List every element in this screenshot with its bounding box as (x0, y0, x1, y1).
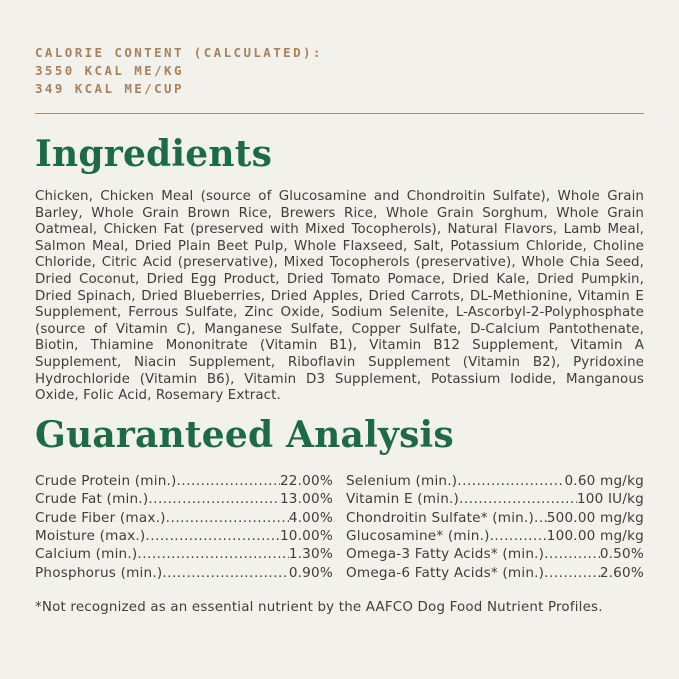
nutrient-value: 1.30% (288, 546, 333, 563)
dot-leader (544, 565, 600, 581)
nutrient-value: 100.00 mg/kg (546, 527, 644, 544)
calorie-content-title: CALORIE CONTENT (CALCULATED): (35, 45, 323, 60)
table-row (35, 546, 333, 564)
nutrient-label: Omega-6 Fatty Acids* (min.) (346, 564, 545, 581)
nutrient-label: Vitamin E (min.) (346, 491, 460, 508)
nutrient-label: Glucosamine* (min.) (346, 527, 490, 544)
table-row (346, 565, 644, 583)
nutrient-value: 100 IU/kg (576, 491, 644, 508)
guaranteed-analysis-table (35, 473, 644, 583)
table-row (346, 546, 644, 564)
calorie-per-kg: 3550 KCAL ME/KG (35, 63, 184, 78)
nutrient-value: 2.60% (599, 564, 644, 581)
dot-leader (166, 510, 289, 526)
nutrient-value: 0.90% (288, 564, 333, 581)
dot-leader (145, 528, 280, 544)
nutrient-value: 4.00% (288, 509, 333, 526)
nutrient-value: 10.00% (279, 527, 333, 544)
aafco-footnote: *Not recognized as an essential nutrient by the AAFCO Dog Food Nutrient Profiles. (35, 600, 603, 616)
nutrient-value: 22.00% (279, 472, 333, 489)
nutrient-value: 13.00% (279, 491, 333, 508)
nutrient-label: Moisture (max.) (35, 527, 146, 544)
nutrient-value: 0.50% (599, 546, 644, 563)
nutrient-label: Crude Fiber (max.) (35, 509, 166, 526)
guaranteed-analysis-heading: Guaranteed Analysis (35, 413, 454, 456)
nutrient-value: 500.00 mg/kg (546, 509, 644, 526)
nutrient-label: Calcium (min.) (35, 546, 138, 563)
nutrient-value: 0.60 mg/kg (564, 472, 644, 489)
table-row (35, 510, 333, 528)
nutrient-label: Chondroitin Sulfate* (min.) (346, 509, 535, 526)
table-row (35, 528, 333, 546)
dot-leader (544, 546, 600, 562)
calorie-per-cup: 349 KCAL ME/CUP (35, 81, 184, 96)
dot-leader (459, 491, 577, 507)
ingredients-heading: Ingredients (35, 133, 273, 175)
table-row (35, 565, 333, 583)
nutrient-label: Crude Protein (min.) (35, 472, 177, 489)
dot-leader (137, 546, 288, 562)
ingredients-paragraph: Chicken, Chicken Meal (source of Glucosamine and Chondroitin Sulfate), Whole Grain Barley, Whole Grain Brown Rice, Brewers Rice, Whole Grain Sorghum, Whole Grain Oatmeal, Chicken Fat (preserved with Mixed Tocopherols), Natural Flavors, Lamb Meal, Salmon Meal, Dried Plain Beet Pulp, Whole Flaxseed, Salt, Potassium Chloride, Choline Chloride, Citric Acid (preservative), Mixed Tocopherols (preservative), Whole Chia Seed, Dried Coconut, Dried Egg Product, Dried Tomato Pomace, Dried Kale, Dried Pumpkin, Dried Spinach, Dried Blueberries, Dried Apples, Dried Carrots, DL-Methionine, Vitamin E Supplement, Ferrous Sulfate, Zinc Oxide, Sodium Selenite, L-Ascorbyl-2-Polyphosphate (source of Vitamin C), Manganese Sulfate, Copper Sulfate, D-Calcium Pantothenate, Biotin, Thiamine Mononitrate (Vitamin B1), Vitamin B12 Supplement, Vitamin A Supplement, Niacin Supplement, Riboflavin Supplement (Vitamin B2), Pyridoxine Hydrochloride (Vitamin B6), Vitamin D3 Supplement, Potassium Iodide, Manganous Oxide, Folic Acid, Rosemary Extract. (35, 189, 644, 404)
nutrient-label: Crude Fat (min.) (35, 491, 149, 508)
table-row (346, 473, 644, 491)
calorie-content-block (35, 44, 644, 98)
dot-leader (490, 528, 547, 544)
nutrient-label: Selenium (min.) (346, 472, 458, 489)
nutrient-label: Omega-3 Fatty Acids* (min.) (346, 546, 545, 563)
dot-leader (534, 510, 547, 526)
table-row (346, 491, 644, 509)
guaranteed-analysis-right-column (346, 473, 644, 583)
table-row (35, 491, 333, 509)
nutrient-label: Phosphorus (min.) (35, 564, 163, 581)
table-row (35, 473, 333, 491)
table-row (346, 510, 644, 528)
guaranteed-analysis-left-column (35, 473, 333, 583)
table-row (346, 528, 644, 546)
dot-leader (177, 473, 280, 489)
dot-leader (457, 473, 564, 489)
dot-leader (148, 491, 280, 507)
dot-leader (162, 565, 288, 581)
divider-line (35, 113, 644, 114)
